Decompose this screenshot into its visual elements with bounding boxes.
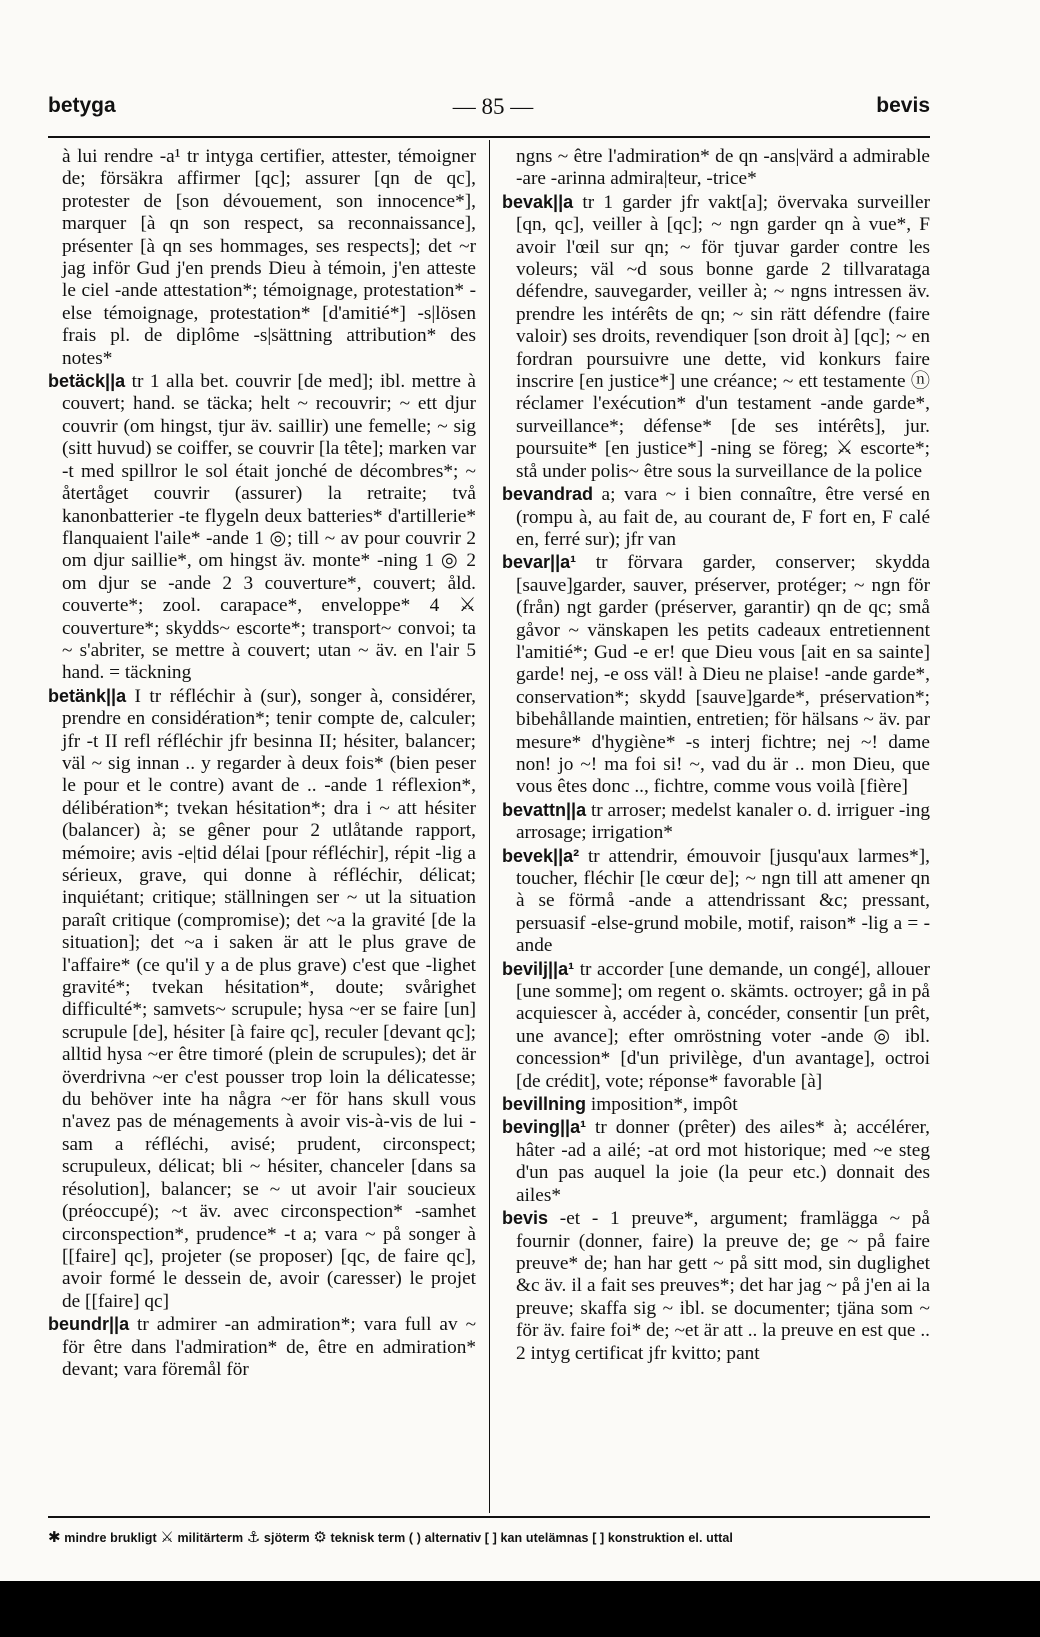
entry-text: tr admirer -an admiration*; vara full av ~ för être dans l'admiration* de, être en admiration* devant; vara föremål för: [62, 1314, 476, 1380]
entry-text: tr 1 garder jfr vakt[a]; övervaka surveiller [qn, qc], veiller à [qc]; ~ ngn garder qn à vue*, F avoir l'œil sur qn; ~ för tjuvar garder contre les voleurs; väl ~d sous bonne garde 2 tillvarataga défendre, sauvegarder, veiller à; ~ ngns intressen äv. prendre les intérêts de qn; ~ sin rätt défendre (faire valoir) ses droits, revendiquer [son droit à] [qc]; ~ en fordran poursuivre une dette, vid konkurs faire inscrire [en justice*] une créance; ~ ett testamente ⓝ réclamer l'exécution* d'un testament -ande garde*, surveillance*; défense* [de ses intérêts], jur. poursuite* [en justice*] -ning se föreg; ⚔ escorte*; stå under polis~ être sous la surveillance de la police: [516, 191, 930, 482]
entry-text: imposition*, impôt: [590, 1094, 738, 1116]
page-header: [48, 94, 930, 128]
legend-label: mindre brukligt: [64, 1531, 157, 1545]
dictionary-entry: [502, 1207, 930, 1365]
dictionary-entry: [502, 191, 930, 483]
left-column: [48, 146, 476, 1512]
entry-text: tr förvara garder, conserver; skydda [sauve]garder, sauver, préserver, protéger; ~ ngn för (från) ngt garder (préserver, garantir) qn de qc; små gåvor ~ vänskapen les petits cadeaux entretiennent l'amitié*; Gud -e er! que Dieu vous [ait en sa sainte] garde! nej, -e oss väl! à Dieu ne plaise! -ande garde*, conservation*; skydd [sauve]garde*, préservation*; bibehållande maintien, entretien; för hälsans ~ äv. par mesure* d'hygiène* -s interj fichtre; nej ~! dame non! jo ~! ma foi si! ~, vad du är .. mon Dieu, que vous êtes donc .., fichtre, comme vous voilà [fière]: [516, 552, 930, 798]
entry-headword: bevilj||a¹: [502, 958, 575, 979]
anchor-icon: ⚓: [246, 1528, 261, 1546]
entry-headword: bevillning: [502, 1094, 587, 1115]
half-brackets-symbol: [ ]: [592, 1531, 605, 1545]
entry-headword: bevak||a: [502, 191, 574, 212]
brackets-symbol: [ ]: [484, 1531, 497, 1545]
continued-entry-text: ngns ~ être l'admiration* de qn -ans|värd a admirable -are -arinna admira|teur, -trice*: [516, 146, 930, 190]
entry-text: tr arroser; medelst kanaler o. d. irriguer -ing arrosage; irrigation*: [516, 799, 930, 844]
symbol-legend: [48, 1528, 948, 1546]
entry-headword: beving||a¹: [502, 1117, 587, 1138]
gear-icon: ⚙: [313, 1528, 327, 1546]
dictionary-entry: [502, 958, 930, 1093]
entry-headword: betäck||a: [48, 371, 126, 392]
column-divider: [489, 140, 490, 1513]
dictionary-entry: [502, 551, 930, 798]
legend-label: konstruktion el. uttal: [607, 1531, 733, 1545]
footer-rule: [48, 1516, 930, 1518]
entry-headword: bevis: [502, 1208, 549, 1229]
entry-headword: beundr||a: [48, 1314, 130, 1335]
entry-headword: bevek||a²: [502, 845, 580, 866]
entry-text: tr 1 alla bet. couvrir [de med]; ibl. mettre à couvert; hand. se täcka; helt ~ recouvrir; ~ ett djur couvrir (om hingst, tjur äv. saillir) une femelle; ~ sig (sitt huvud) se coiffer, se couvrir [la tête]; marken var -t med spillror le sol était jonché de décombres*; ~ återtåget couvrir (assurer) la retraite; två kanonbatterier -te flygeln deux batteries* d'artillerie* flanquaient l'aile* -ande 1 ◎; till ~ av pour couvrir 2 om djur saillie*, om hingst äv. monte* -ning 1 ◎ 2 om djur se -ande 2 3 couverture*, couvert; åld. couverte*; zool. carapace*, enveloppe* 4 ⚔ couverture*; skydds~ escorte*; transport~ convoi; ta ~ s'abriter, se mettre à couvert; utan ~ äv. en l'air 5 hand. = täckning: [62, 371, 476, 684]
entry-text: tr accorder [une demande, un congé], allouer [une somme]; om regent o. skämts. octroyer; gå in på acquiescer à, accéder à, concéder, consentir [un prêt, une avance]; efter omröstning voter -ande ◎ ibl. concession* [d'un privilège, d'un avantage], octroi [de crédit], vote; réponse* favorable [à]: [516, 958, 930, 1092]
asterisk-icon: ✱: [48, 1528, 61, 1546]
entry-text: tr donner (prêter) des ailes* à; accélérer, hâter -ad a ailé; -at ord mot historique; med ~e steg d'un pas auquel la joie (la peur etc.) donnait des ailes*: [516, 1117, 930, 1206]
entry-headword: bevandrad: [502, 484, 594, 505]
entry-text: -et - 1 preuve*, argument; framlägga ~ på fournir (donner, faire) la preuve de; ge ~ på faire preuve* de; han har gett ~ på sitt mod, sin duglighet &c äv. il a fait ses preuves*; det har jag ~ på j'en ai la preuve; skaffa sig ~ ibl. se documenter; tjäna som ~ för äv. faire foi* de; ~et är att .. la preuve en est que .. 2 intyg certificat jfr kvitto; pant: [516, 1208, 930, 1364]
legend-label: sjöterm: [263, 1531, 310, 1545]
legend-label: militärterm: [177, 1531, 244, 1545]
header-rule: [48, 136, 930, 138]
entry-text: I tr réfléchir à (sur), songer à, considérer, prendre en considération*; tenir compte de, calculer; jfr -t II refl réfléchir jfr besinna II; hésiter, balancer; väl ~ sig innan .. y regarder à deux fois* (bien peser le pour et le contre) avant de .. -ande 1 réflexion*, délibération*; tvekan hésitation*; dra i ~ att hésiter (balancer) à; se gêner pour 2 utlåtande rapport, mémoire; avis -e|tid délai [pour réfléchir], répit -lig a sérieux, grave, qui donne à réfléchir, délicat; inquiétant; critique; ställningen ser ~ ut la situation paraît critique (compromise); det ~a la gravité [de la situation]; det ~a i saken är att le plus grave de l'affaire* (ce qu'il y a de plus grave) c'est que -lighet gravité*; tvekan hésitation*, doute; svårighet difficulté*; samvets~ scrupule; hysa ~er se faire [un] scrupule [de], hésiter [à faire qc], reculer [devant qc]; alltid hysa ~er être timoré (plein de scrupules); det är överdrivna ~er c'est pousser trop loin la délicatesse; du behöver inte ha några ~er för hans skull vous n'avez pas de ménagements à avoir vis-à-vis de lui -sam a réfléchi, avisé; prudent, circonspect; scrupuleux, délicat; bli ~ hésiter, chanceler [dans sa résolution], balancer; se ~ ut avoir l'air soucieux (préoccupé); ~t äv. avec circonspection* -samhet circonspection*, prudence* -t a; vara ~ på songer à [[faire] qc], projeter (se proposer) [qc, de faire qc], avoir formé le dessein de, avoir (caresser) le projet de [[faire] qc]: [62, 685, 476, 1312]
page-number: — 85 —: [452, 94, 534, 119]
legend-label: alternativ: [424, 1531, 482, 1545]
entry-text: tr attendrir, émouvoir [jusqu'aux larmes*], toucher, fléchir [le cœur de]; ~ ngn till att amener qn à se förmå -ande a attendrissant &c; pressant, persuasif -else-grund mobile, motif, raison* -lig a = -ande: [516, 845, 930, 957]
right-running-headword: bevis: [876, 94, 930, 117]
dictionary-entry: [48, 370, 476, 685]
entry-text: a; vara ~ i bien connaître, être versé en (rompu à, au fait de, au courant de, F fort en, F calé en, ferré sur); jfr van: [516, 484, 930, 550]
dictionary-entry: [502, 1093, 930, 1116]
continued-entry-text: à lui rendre -a¹ tr intyga certifier, attester, témoigner de; försäkra affirmer [qc]; assurer [qn de qc], protester de [son dévouement, son innocence*], marquer [à qn son respect, sa reconnaissance], présenter [à qn ses hommages, ses respects]; det ~r jag inför Gud j'en prends Dieu à témoin, j'en atteste le ciel -ande attestation*; témoignage, protestation* -else témoignage, protestation* [d'amitié*] -s|lösen frais pl. de diplôme -s|sättning attribution* des notes*: [62, 146, 476, 369]
left-running-headword: betyga: [48, 94, 116, 117]
entry-headword: bevar||a¹: [502, 552, 577, 573]
dictionary-entry: [48, 685, 476, 1313]
right-column: [502, 146, 930, 1512]
crossed-swords-icon: ⚔: [160, 1528, 174, 1546]
dictionary-entry: [502, 845, 930, 958]
entry-headword: betänk||a: [48, 685, 127, 706]
legend-label: kan utelämnas: [500, 1531, 589, 1545]
entry-headword: bevattn||a: [502, 799, 587, 820]
dictionary-entry: [48, 1313, 476, 1381]
dictionary-entry: [502, 483, 930, 551]
scan-bottom-edge: [0, 1581, 1040, 1637]
parentheses-symbol: ( ): [408, 1531, 422, 1545]
dictionary-entry: [502, 1116, 930, 1207]
dictionary-entry: [502, 799, 930, 845]
legend-label: teknisk term: [330, 1531, 406, 1545]
